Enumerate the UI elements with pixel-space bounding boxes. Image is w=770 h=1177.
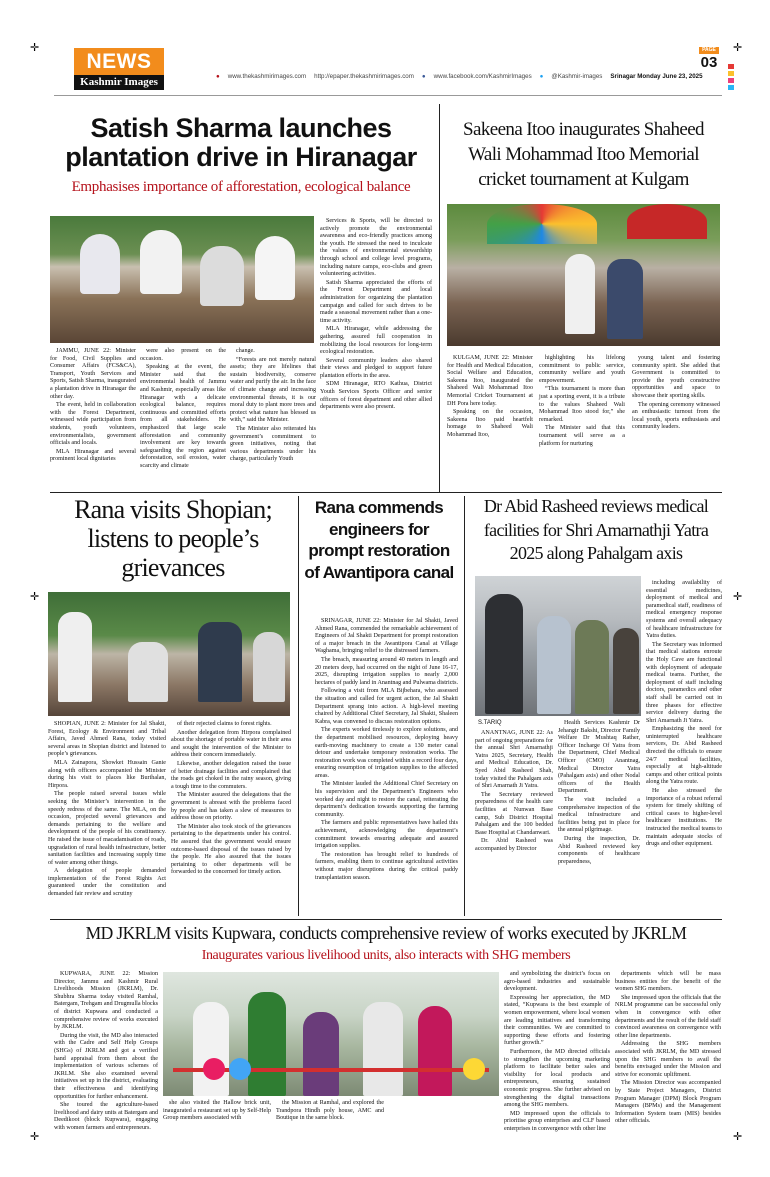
crop-mark-tl: ✛ [30, 41, 40, 54]
twitter-icon: ● [539, 72, 544, 80]
crop-mark-mr: ✛ [733, 590, 743, 603]
divider-v1 [439, 104, 440, 492]
story5-photo-credit: S.TARIQ [478, 720, 502, 726]
issue-date: Srinagar Monday June 23, 2025 [610, 72, 703, 80]
divider-h1 [50, 492, 722, 493]
story6-subhead: Inaugurates various livelihood units, also interacts with SHG members [201, 948, 571, 963]
web-icon: ● [216, 72, 220, 80]
page-number: 03 [700, 54, 718, 71]
crop-mark-br: ✛ [733, 1130, 743, 1143]
divider-v2 [298, 496, 299, 916]
story1-subhead: Emphasises importance of afforestation, ecological balance [71, 179, 411, 195]
story6-col3: the Mission at Ramhal, and explored the Trandpora Hindh poly house, AMC and Boutique in the same block. [276, 1100, 384, 1122]
story1-col3: change. “Forests are not merely natural assets; they are lifelines that sustain biodiversity, conserve water and purify the air. In the face of climate change and increasing environmental threats, it is our moral duty to plant more trees and protect what nature has blessed us with,” said the Minister. The Minister also reiterated his government’s commitment to green initiatives, noting that various departments under his charge, particularly Youth [230, 348, 316, 463]
story3-photo [48, 592, 290, 716]
story4-body: SRINAGAR, JUNE 22: Minister for Jal Shakti, Javed Ahmed Rana, commended the remarkable achievement of Engineers of Jal Shakti Department for prompt restoration of a major breach in the Awantipora Canal at Village Waghama, bringing relief to the distressed farmers. The breach, measuring around 40 meters in length and 20 meters deep, had occurred on the night of June 16-17, 2025, disrupting irrigation supplies to nearly 2,000 hectares of paddy land in Anantnag and Pulwama districts. Following a visit from MLA Bijbehara, who assessed the situation and called for urgent action, the Jal Shakti Department sprang into action. A high-level meeting chaired by Additional Chief Secretary, Jal Shakti, Shaleen Kabra, was convened to discuss restoration options. The experts worked tirelessly to explore solutions, and the department mobilised resources, deploying heavy earth-moving machinery to create a 130 meter canal detour and undertake temporary restoration works. The restoration work was completed within a record four days, ensuring resumption of irrigation supplies to the affected areas. The Minister lauded the Additional Chief Secretary on his supervision and the Department’s Engineers who worked day and night to restore the canal, reiterating the department’s dedication towards supporting the farming community. The farmers and public representatives have hailed this achievement, acknowledging the department’s commitment towards ensuring adequate and assured irrigation supplies. The restoration has brought relief to hundreds of farmers, enabling them to continue agricultural activities without major disruptions during the critical paddy transplantation season. [315, 618, 458, 881]
story6-col1: KUPWARA, JUNE 22: Mission Director, Jammu and Kashmir Rural Livelihoods Mission (JKRLM), Dr. Shubhra Sharma today visited Ramhal, Batergam, Trehgam and Drugmulla blocks of district Kupwara and conducted a comprehensive review of works executed by JKRLM. During the visit, the MD also interacted with the Cadre and Self Help Groups (SHGs) of JKRLM and got a verified hand appraisal from them about the implementation of various schemes of JKRLM. She also examined several initiatives set up in the district, evaluating their effectiveness and identifying opportunities for further enhancement. She toured the agriculture-based livelihood and dairy units at Batergam and Deedikoot (block Kupwara), engaging with women farmers and entrepreneurs. [54, 971, 158, 1131]
story6-headline: MD JKRLM visits Kupwara, conducts comprehensive review of works executed by JKRLM [85, 923, 687, 943]
facebook-link[interactable]: www.facebook.com/KashmirImages [433, 72, 532, 80]
story5-headline: Dr Abid Rasheed reviews medical facilities for Shri Amarnathji Yatra 2025 along Pahalgam axis [483, 496, 709, 563]
crop-mark-bl: ✛ [30, 1130, 40, 1143]
twitter-link[interactable]: @Kashmir-images [551, 72, 603, 80]
brand-name: Kashmir Images [74, 75, 164, 90]
story1-photo [50, 216, 314, 343]
story2-col3: young talent and fostering community spirit. She added that Government is committed to provide the youth constructive opportunities and space to showcase their sporting skills. The opening ceremony witnessed an enthusiastic turnout from the local youth, sports enthusiasts and community leaders. [632, 355, 720, 431]
story2-col1: KULGAM, JUNE 22: Minister for Health and Medical Education, Social Welfare and Education, Sakeena Itoo, inaugurated the Shaheed Wali Mohammad Itoo Memorial Cricket Tournament at DH Pora here today. Speaking on the occasion, Sakeena Itoo paid heartfelt homage to Shaheed Wali Mohammad Itoo, [447, 355, 533, 438]
divider-h2 [50, 919, 722, 920]
crop-mark-tr: ✛ [733, 41, 743, 54]
story2-headline: Sakeena Itoo inaugurates Shaheed Wali Mohammad Itoo Memorial cricket tournament at Kulgam [463, 119, 704, 190]
story2-col2: highlighting his lifelong commitment to public service, community welfare and youth empowerment. “This tournament is more than just a sporting event, it is a tribute to the values Shaheed Wali Mohammad Itoo stood for,” she remarked. The Minister said that this tournament will serve as a platform for nurturing [539, 355, 625, 447]
story3-headline: Rana visits Shopian; listens to people’s grievances [74, 495, 272, 582]
website-link[interactable]: www.thekashmirimages.com [227, 72, 307, 80]
masthead-info-bar [216, 70, 703, 82]
divider-v3 [464, 496, 465, 916]
colour-bars [728, 64, 734, 92]
story3-col2: of their rejected claims to forest rights. Another delegation from Hirpora complained about the shortage of portable water in their area and sought the intervention of the Minister to address their concern immediately. Likewise, another delegation raised the issue of better drainage facilities and complained that the roads get choked in the rainy season, giving a tough time to the commuters. The Minister assured the delegations that the government is abreast with the problems faced by people and has taken a slew of measures to address those on priority. The Minister also took stock of the grievances pertaining to the departments under his control. He assured that the government would ensure outcome-based disposal of the issues raised by the people. He also assured that the issues pertaining to other departments will be forwarded to the concerned for timely action. [171, 721, 291, 876]
facebook-icon: ● [421, 72, 426, 80]
story1-col1: JAMMU, JUNE 22: Minister for Food, Civil Supplies and Consumer Affairs (FCS&CA), Transport, Youth Services and Sports, Satish Sharma, inaugurated a plantation drive in Hiranagar the other day. The event, held in collaboration with the Forest Department, witnessed wide participation from students, youth volunteers, environmentalists, government officials and locals. MLA Hiranagar and several prominent local dignitaries [50, 348, 136, 463]
masthead-logo [74, 48, 164, 92]
story6-col5: departments which will be mass business entities for the benefit of the women SHG members. She impressed upon the officials that the NRLM programme can be successful only when in convergence with other departments and the result of the field staff convinced awareness on convergence with other line departments. Addressing the SHG members associated with JKRLM, the MD stressed upon the SHG members to avail the benefits envisaged under the Mission and strive for economic upliftment. The Mission Director was accompanied by State Project Managers, District Program Manager (DPM) Block Program Managers (BPMs) and the Management Information System team (MIS) besides other officials. [615, 971, 721, 1125]
story2-photo [447, 204, 720, 346]
page-label: PAGE [699, 47, 719, 54]
news-logo: NEWS [74, 48, 164, 75]
story5-photo [475, 576, 641, 716]
epaper-link[interactable]: http://epaper.thekashmirimages.com [314, 72, 414, 80]
story1-headline: Satish Sharma launches plantation drive in Hiranagar [65, 113, 417, 172]
page-number-box [699, 47, 719, 72]
story5-col2: Health Services Kashmir Dr Jehangir Bakshi, Director Family Welfare Dr Mushtaq Rather, Officer Incharge Of Yatra from the Department, Chief Medical Officer (CMO) Anantnag, Medical Director Yatra (Pahalgam axis) and other Nodal officers of the Health Department. The visit included a comprehensive inspection of the medical infrastructure and facilities being put in place for the annual pilgrimage. During the inspection, Dr. Abid Rasheed reviewed key components of healthcare preparedness, [558, 720, 640, 865]
story6-photo [163, 972, 499, 1096]
story5-col1: ANANTNAG, JUNE 22: As part of ongoing preparations for the annual Shri Amarnathji Yatra 2025, Secretary, Health and Medical Education, Dr. Syed Abid Rasheed Shah, today visited the Pahalgam axis of Shri Amarnath Ji Yatra. The Secretary reviewed preparedness of the health care facilities at Nunwan Base camp, Sub District Hospital Pahalgam and the 100 bedded Base Hospital at Chandanwari. Dr. Abid Rasheed was accompanied by Director [475, 730, 553, 852]
story6-col4: and symbolizing the district’s focus on agro-based industries and sustainable development. Expressing her appreciation, the MD stated, “Kupwara is the best example of women empowerment, where local women are leading initiatives and transforming their communities. We are committed to supporting these efforts and fostering further growth.” Furthermore, the MD directed officials to strengthen the upcoming marketing platform to facilitate better sales and visibility for local products and entrepreneurs, ensuring sustained economic progress. She further advised on strengthening the digital transactions among the SHG members. MD impressed upon the officials to prioritise group enterprises and CLF based enterprises in convergence with other line [504, 971, 610, 1132]
crop-mark-ml: ✛ [30, 590, 40, 603]
story1-col2: were also present on the occasion. Speaking at the event, the Minister said that the environmental health of Jammu and Kashmir, especially areas like Hiranagar with a delicate ecological balance, requires continuous and committed efforts from all stakeholders. He emphasized that large scale afforestation and community involvement are key towards safeguarding the region against deforestation, soil erosion, water scarcity and climate [140, 348, 226, 469]
story6-col2: she also visited the Hallow brick unit, inaugurated a restaurant set up by Self-Help Group members associated with [163, 1100, 271, 1122]
story1-col4: Services & Sports, will be directed to actively promote the environmental awareness and eco-friendly practices among the youth. He stressed the need to inculcate the values of environmental stewardship through school and college level programs, including nature camps, eco-clubs and green volunteering activities. Satish Sharma appreciated the efforts of the Forest Department and local administration for organizing the plantation campaign and called for such drives to be made a seasonal movement rather than a one-time activity. MLA Hiranagar, while addressing the gathering, assured full cooperation in mobilizing the local resources for long-term ecological restoration. Several community leaders also shared their views and pledged to support future plantation efforts in the area. SDM Hiranagar, RTO Kathua, District Youth Services Sports Officer and senior officers of forest department and other allied departments were also present. [320, 218, 432, 411]
masthead-rule [54, 95, 722, 96]
story5-col3: including availability of essential medicines, deployment of medical and paramedical staff, readiness of medical emergency response systems and overall adequacy of healthcare infrastructure for Yatra duties. The Secretary was informed that medical stations enroute the Holy Cave are functional with deployment of adequate medical teams. Further, the deployment of staff including doctors, paramedics and other staff shall be carried out in three phases for effective service delivery during the Shri Amarnath Ji Yatra. Emphasizing the need for uninterrupted healthcare services, Dr. Abid Rasheed directed the officials to ensure 24/7 medical facilities, especially at high-altitude camps and other critical points along the Yatra route. He also stressed the importance of a robust referral system for timely shifting of critical cases to higher-level healthcare institutions. He instructed the medical teams to maintain adequate stocks of drugs and other equipment. [646, 580, 722, 848]
story3-col1: SHOPIAN, JUNE 2: Minister for Jal Shakti, Forest, Ecology & Environment and Tribal Affairs, Javed Ahmed Rana, today visited several areas in Shopian district and listened to people’s grievances. MLA Zainapora, Showket Hussain Ganie along with officers accompanied the Minister during his visit to places like Burihalan, Hirpora. The people raised several issues while seeking the Minister’s intervention in the speedy redress of the same. The MLA, on the occasion, projected several grievances and demands pertaining to the welfare and development of the people of his constituency. He raised the issue of macadamisation of roads, upgradation of rural health infrastructure, better sanitation facilities and increasing supply time of water among other things. A delegation of people demanded implementation of the Forest Rights Act guaranteed under the constitution and demanded fair review and scrutiny [48, 721, 166, 898]
story4-headline: Rana commends engineers for prompt restoration of Awantipora canal [304, 498, 454, 582]
